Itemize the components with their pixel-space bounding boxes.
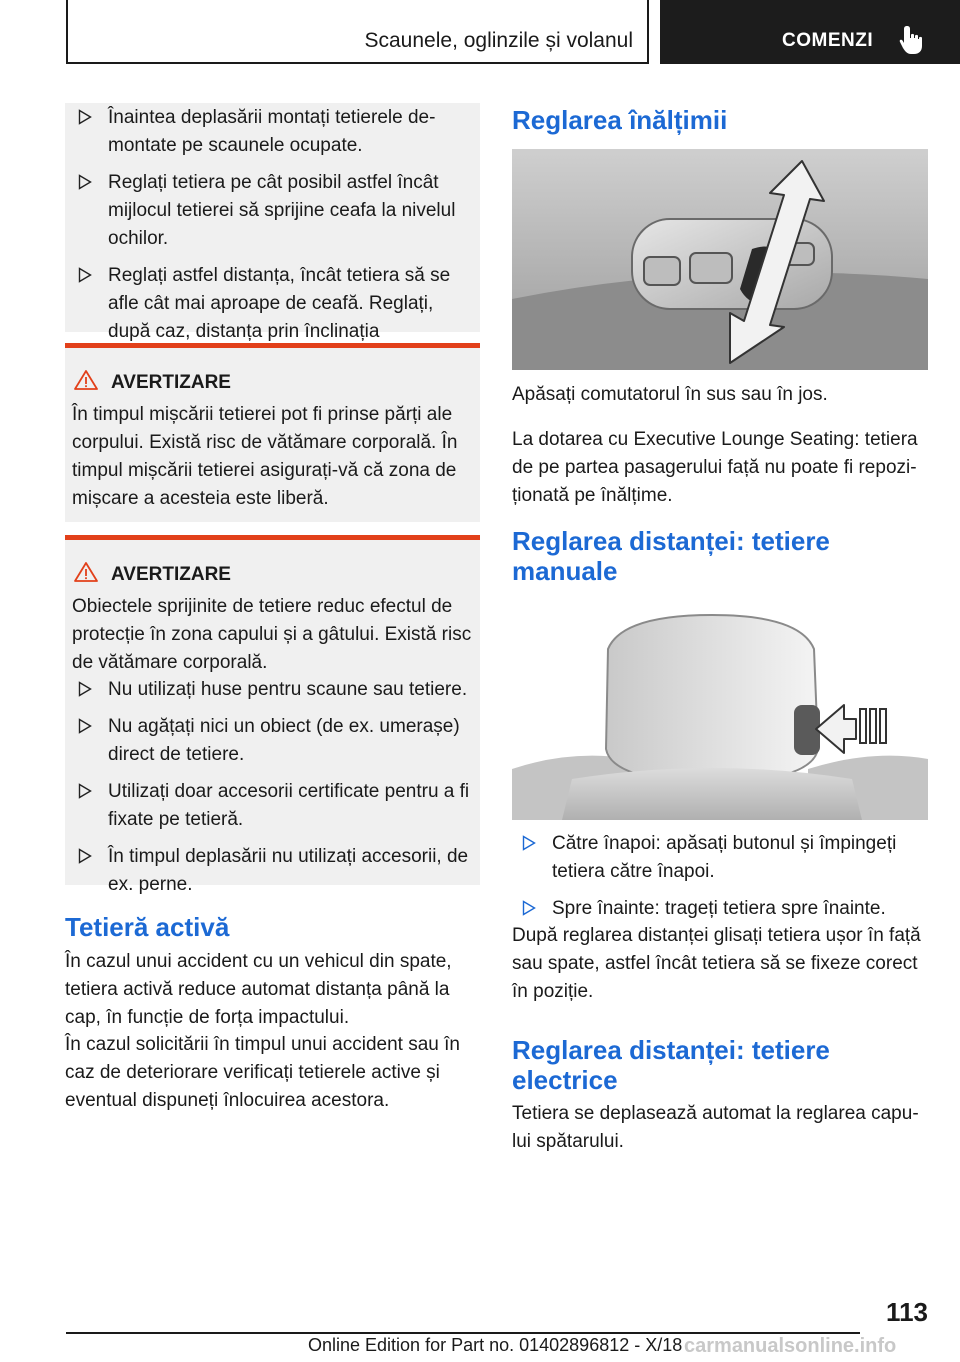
tab-label: COMENZI — [782, 30, 874, 51]
warning-title: AVERTIZARE — [111, 372, 231, 393]
paragraph: În cazul solicitării în timpul unui accident sau în caz de deteriorare verificați tetierele active și eventual dispuneți înlocuirea acestora. — [65, 1034, 460, 1111]
warning-triangle-icon — [73, 369, 99, 391]
headrest-photo — [512, 609, 928, 820]
triangle-bullet-icon — [78, 109, 92, 125]
section-heading: Reglarea înălțimii — [512, 105, 728, 135]
list-item: Către înapoi: apăsați butonul și împingeți tetiera către înapoi. — [512, 830, 922, 886]
warning-text: Obiectele sprijinite de tetiere reduc efectul de protecție în zona capului și a gâtului. Există risc de vătămare corporală. — [72, 596, 472, 673]
pointing-hand-icon — [898, 24, 926, 56]
triangle-bullet-icon — [78, 174, 92, 190]
section-title: Scaunele, oglinzile și volanul — [364, 29, 633, 52]
page-number: 113 — [886, 1297, 928, 1327]
warning-text: În timpul mișcării tetierei pot fi prinse părți ale corpului. Există risc de vătămare corporală. În timpul mișcării tetierei asigurați-vă că zona de mișcare a acesteia este liberă. — [72, 404, 458, 509]
header-box — [66, 0, 649, 64]
list-item: În timpul deplasării nu utilizați accesorii, de ex. perne. — [68, 843, 472, 899]
triangle-bullet-icon — [522, 900, 536, 916]
triangle-bullet-icon — [78, 848, 92, 864]
footer-divider — [66, 1332, 860, 1334]
tab-comenzi[interactable] — [660, 0, 960, 64]
list-item: Nu utilizați huse pentru scaune sau tetiere. — [68, 676, 472, 704]
watermark: carmanualsonline.info — [684, 1335, 897, 1357]
list-item: Reglați astfel distanța, încât tetiera să se afle cât mai aproape de ceafă. Reglați, după caz, distanța prin înclinația — [68, 262, 470, 374]
section-heading: Reglarea distanței: tetiere manuale — [512, 526, 830, 586]
triangle-bullet-icon — [522, 835, 536, 851]
triangle-bullet-icon — [78, 718, 92, 734]
paragraph: În cazul unui accident cu un vehicul din spate, tetiera activă reduce automat distanța până la cap, în funcție de forța impactului. — [65, 951, 452, 1028]
triangle-bullet-icon — [78, 267, 92, 283]
triangle-bullet-icon — [78, 681, 92, 697]
section-heading: Tetieră activă — [65, 912, 230, 942]
list-item: Spre înainte: trageți tetiera spre înainte. — [512, 895, 922, 923]
section-heading: Reglarea distanței: tetiere electrice — [512, 1035, 830, 1095]
list-item: Înaintea deplasării montați tetierele demontate pe scaunele ocupate. — [68, 104, 470, 160]
warning-title: AVERTIZARE — [111, 564, 231, 585]
paragraph: La dotarea cu Executive Lounge Seating: tetiera de pe partea pasagerului față nu poate fi repoziționată pe înălțime. — [512, 429, 918, 506]
list-item: Reglați tetiera pe cât posibil astfel încât mijlocul tetierei să sprijine ceafa la nivelul ochilor. — [68, 169, 470, 253]
warning-triangle-icon — [73, 561, 99, 583]
manual-bullet-list — [512, 830, 922, 932]
warning-bullet-list — [68, 676, 472, 908]
list-item: Utilizați doar accesorii certificate pentru a fi fixate pe tetieră. — [68, 778, 472, 834]
paragraph: Tetiera se deplasează automat la reglarea capului spătarului. — [512, 1103, 919, 1152]
intro-bullet-list — [68, 104, 470, 383]
paragraph: După reglarea distanței glisați tetiera ușor în față sau spate, astfel încât tetiera să se fixeze corect în poziție. — [512, 925, 921, 1002]
footer-edition: Online Edition for Part no. 01402896812 - X/18 — [308, 1335, 683, 1355]
triangle-bullet-icon — [78, 783, 92, 799]
paragraph: Apăsați comutatorul în sus sau în jos. — [512, 384, 828, 405]
list-item: Nu agățați nici un obiect (de ex. umerașe) direct de tetiere. — [68, 713, 472, 769]
seat-switch-photo — [512, 149, 928, 370]
